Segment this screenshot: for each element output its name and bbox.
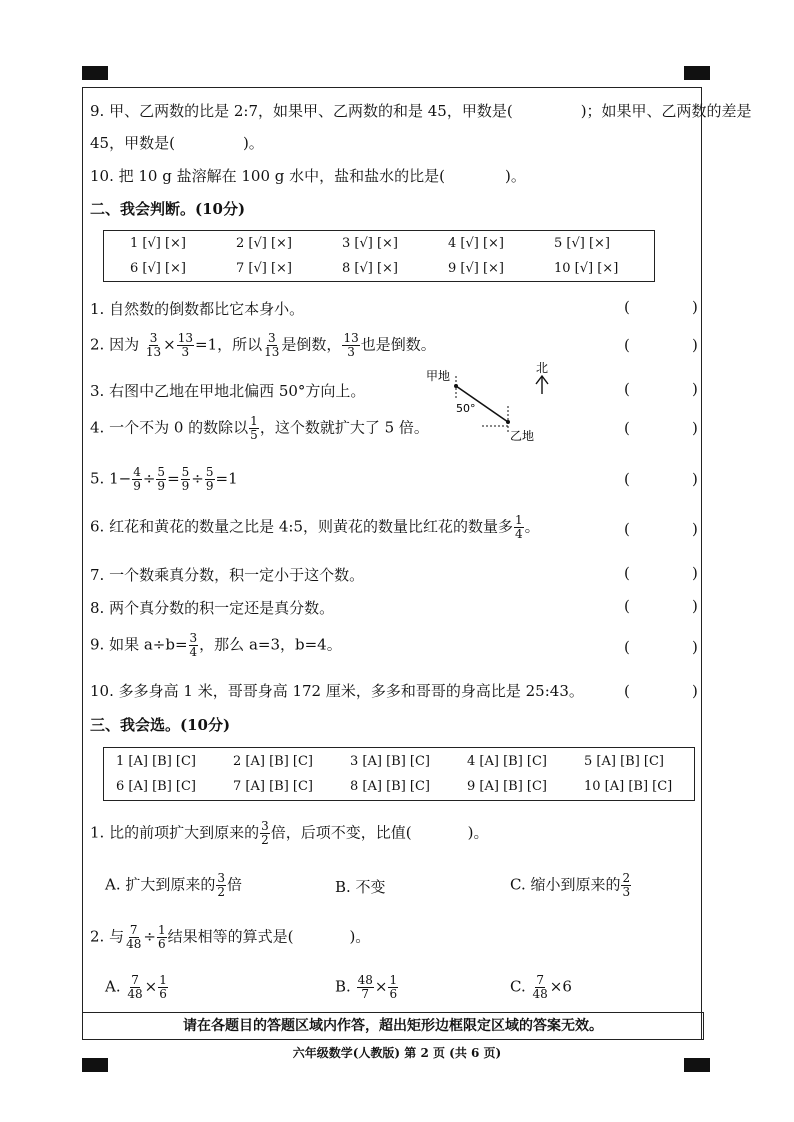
choice-answer-cell-8[interactable]: 8 [A] [B] [C] [350,779,430,794]
judge-answer-cell-4[interactable]: 4 [√] [×] [448,236,504,251]
answer-paren-open-8[interactable]: ( [624,597,630,615]
choice-answer-cell-4[interactable]: 4 [A] [B] [C] [467,754,547,769]
answer-paren-close-7: ) [692,564,698,582]
choice-q2-option-b: B. $\frac{48}{7}$ × $\frac{1}{6}$ [335,973,398,1001]
judge-answer-cell-6[interactable]: 6 [√] [×] [130,261,186,276]
registration-mark-top-right [684,66,710,80]
judge-q2: 2. 因为 $\frac{3}{13}$ × $\frac{13}{3}$ =1，所以 $\frac{3}{13}$ 是倒数， $\frac{13}{3}$ 也是倒数。 [90,331,436,359]
answer-paren-open-9[interactable]: ( [624,638,630,656]
choice-q1-option-b: B. 不变 [335,878,386,896]
choice-answer-cell-6[interactable]: 6 [A] [B] [C] [116,779,196,794]
fraction-2-3: $\frac{2}{3}$ [622,871,631,899]
judge-q8: 8. 两个真分数的积一定还是真分数。 [90,599,335,617]
judge-answer-cell-7[interactable]: 7 [√] [×] [236,261,292,276]
choice-q1: 1. 比的前项扩大到原来的 $\frac{3}{2}$ 倍，后项不变，比值( )。 [90,819,489,847]
answer-paren-open-1[interactable]: ( [624,298,630,316]
section-2-title: 二、我会判断。(10分) [90,200,246,218]
answer-paren-open-3[interactable]: ( [624,380,630,398]
fraction-7-48: $\frac{7}{48}$ [126,923,142,951]
jia-point [454,384,458,388]
yi-label: 乙地 [510,429,535,443]
fraction-1-6: $\frac{1}{6}$ [157,923,166,951]
answer-paren-close-3: ) [692,380,698,398]
judge-answer-cell-1[interactable]: 1 [√] [×] [130,236,186,251]
choice-q2-option-c: C. $\frac{7}{48}$ ×6 [510,973,572,1001]
north-arrow-icon [536,376,548,394]
judge-answer-cell-5[interactable]: 5 [√] [×] [554,236,610,251]
judge-q4: 4. 一个不为 0 的数除以 $\frac{1}{5}$ ，这个数就扩大了 5 倍。 [90,414,429,442]
fraction-1-4: $\frac{1}{4}$ [515,513,523,541]
fraction-1-6-b: $\frac{1}{6}$ [159,973,167,1001]
q9-line1: 9. 甲、乙两数的比是 2:7，如果甲、乙两数的和是 45，甲数是( )；如果甲、乙两数的差是 [90,102,752,120]
choice-q1-option-c: C. 缩小到原来的 $\frac{2}{3}$ [510,871,631,899]
judge-answer-cell-8[interactable]: 8 [√] [×] [342,261,398,276]
judge-q5: 5. 1− $\frac{4}{9}$ ÷ $\frac{5}{9}$ = $\frac{5}{9}$ ÷ $\frac{5}{9}$ =1 [90,465,238,493]
fraction-3-2: $\frac{3}{2}$ [261,819,269,847]
answer-paren-open-6[interactable]: ( [624,520,630,538]
answer-area-notice: 请在各题目的答题区域内作答，超出矩形边框限定区域的答案无效。 [82,1012,704,1040]
answer-paren-open-5[interactable]: ( [624,470,630,488]
fraction-3-13: $\frac{3}{13}$ [145,331,162,359]
choice-answer-cell-7[interactable]: 7 [A] [B] [C] [233,779,313,794]
fraction-3-2-b: $\frac{3}{2}$ [217,871,226,899]
fraction-5-9-c: $\frac{5}{9}$ [205,465,214,493]
choice-answer-cell-1[interactable]: 1 [A] [B] [C] [116,754,196,769]
answer-paren-open-10[interactable]: ( [624,682,630,700]
judge-q6: 6. 红花和黄花的数量之比是 4:5，则黄花的数量比红花的数量多 $\frac{1}{4}$ 。 [90,513,540,541]
choice-answer-cell-2[interactable]: 2 [A] [B] [C] [233,754,313,769]
north-label: 北 [536,361,549,375]
fraction-7-48-b: $\frac{7}{48}$ [127,973,143,1001]
answer-paren-open-4[interactable]: ( [624,419,630,437]
q9-line2: 45，甲数是( )。 [90,134,264,152]
fraction-1-6-c: $\frac{1}{6}$ [389,973,398,1001]
fraction-13-3-b: $\frac{13}{3}$ [343,331,359,359]
answer-paren-open-2[interactable]: ( [624,336,630,354]
judge-q3: 3. 右图中乙地在甲地北偏西 50°方向上。 [90,382,366,400]
choice-q2-option-a: A. $\frac{7}{48}$ × $\frac{1}{6}$ [105,973,167,1001]
answer-paren-open-7[interactable]: ( [624,564,630,582]
page-footer: 六年级数学(人教版) 第 2 页 (共 6 页) [292,1046,502,1060]
judge-q7: 7. 一个数乘真分数，积一定小于这个数。 [90,566,365,584]
fraction-5-9-b: $\frac{5}{9}$ [181,465,190,493]
judge-q1: 1. 自然数的倒数都比它本身小。 [90,300,305,318]
choice-answer-cell-9[interactable]: 9 [A] [B] [C] [467,779,547,794]
answer-paren-close-6: ) [692,520,698,538]
answer-paren-close-5: ) [692,470,698,488]
choice-answer-cell-3[interactable]: 3 [A] [B] [C] [350,754,430,769]
angle-label: 50° [456,402,476,415]
answer-paren-close-10: ) [692,682,698,700]
judge-answer-cell-10[interactable]: 10 [√] [×] [554,261,619,276]
answer-paren-close-4: ) [692,419,698,437]
fraction-7-48-c: $\frac{7}{48}$ [532,973,548,1001]
answer-paren-close-9: ) [692,638,698,656]
fraction-48-7: $\frac{48}{7}$ [357,973,373,1001]
answer-paren-close-8: ) [692,597,698,615]
jia-label: 甲地 [426,369,451,383]
fraction-4-9: $\frac{4}{9}$ [133,465,141,493]
registration-mark-top-left [82,66,108,80]
yi-point [506,420,510,424]
direction-diagram [420,360,560,445]
choice-answer-cell-10[interactable]: 10 [A] [B] [C] [584,779,673,794]
fraction-3-13-b: $\frac{3}{13}$ [264,331,280,359]
judge-answer-cell-9[interactable]: 9 [√] [×] [448,261,504,276]
choice-q2: 2. 与 $\frac{7}{48}$ ÷ $\frac{1}{6}$ 结果相等的算式是( )。 [90,923,371,951]
fraction-13-3: $\frac{13}{3}$ [177,331,194,359]
choice-q1-option-a: A. 扩大到原来的 $\frac{3}{2}$ 倍 [105,871,243,899]
fraction-3-4: $\frac{3}{4}$ [189,631,198,659]
answer-paren-close-2: ) [692,336,698,354]
q10-line: 10. 把 10 g 盐溶解在 100 g 水中，盐和盐水的比是( )。 [90,167,526,185]
judge-q9: 9. 如果 a÷b= $\frac{3}{4}$ ，那么 a=3，b=4。 [90,631,342,659]
judge-answer-cell-3[interactable]: 3 [√] [×] [342,236,398,251]
judge-q10: 10. 多多身高 1 米，哥哥身高 172 厘米，多多和哥哥的身高比是 25:43。 [90,682,584,700]
section-3-title: 三、我会选。(10分) [90,716,231,734]
answer-paren-close-1: ) [692,298,698,316]
fraction-5-9: $\frac{5}{9}$ [157,465,166,493]
judge-answer-cell-2[interactable]: 2 [√] [×] [236,236,292,251]
fraction-1-5: $\frac{1}{5}$ [250,414,258,442]
choice-answer-cell-5[interactable]: 5 [A] [B] [C] [584,754,664,769]
